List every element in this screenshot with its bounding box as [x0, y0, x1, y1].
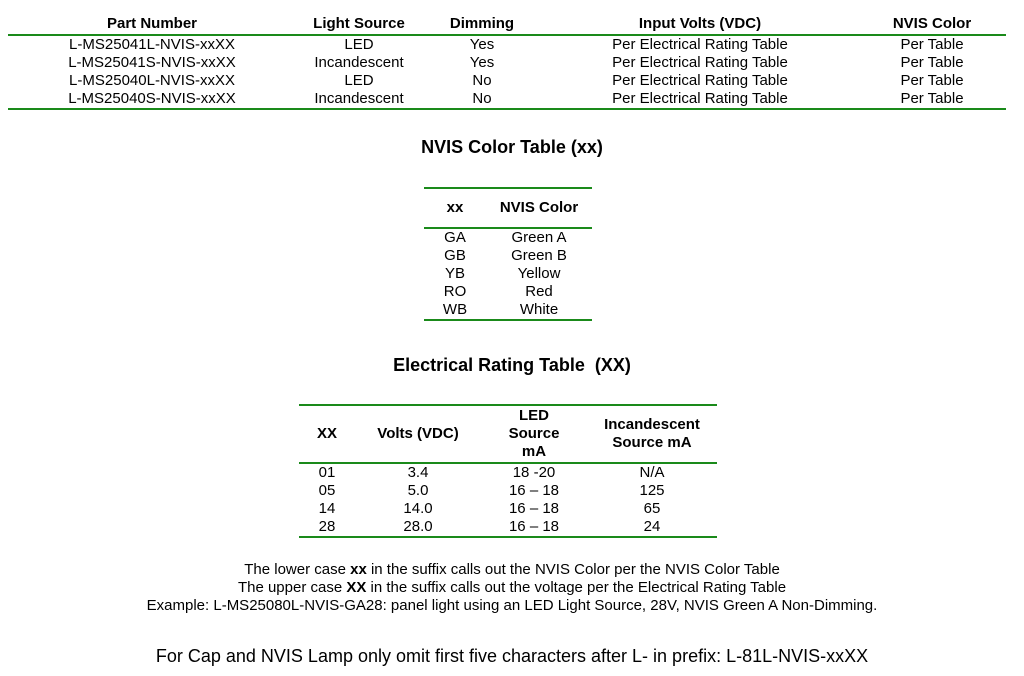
table-header-row — [424, 188, 592, 228]
cell-volts: 28.0 — [355, 518, 481, 537]
table-header-row — [299, 405, 717, 463]
table-row — [299, 463, 717, 482]
cell-incandescent-ma: N/A — [639, 464, 665, 481]
nvis-color-table — [424, 187, 592, 321]
cell-xx: 01 — [318, 464, 336, 481]
header-xx: xx — [424, 188, 486, 228]
table-row — [424, 283, 592, 301]
suffix-notes — [0, 561, 1024, 615]
cell-xx: 28 — [299, 518, 355, 537]
cell-incandescent-ma: 24 — [587, 518, 717, 537]
header-part-number: Part Number — [8, 14, 296, 35]
table-row — [424, 265, 592, 283]
cell-part-number: L-MS25040L-NVIS-xxXX — [69, 72, 235, 89]
cell-code: WB — [424, 301, 486, 320]
electrical-rating-table-title: Electrical Rating Table (XX) — [393, 355, 631, 375]
table-row — [424, 301, 592, 320]
cell-input-volts: Per Electrical Rating Table — [612, 72, 788, 89]
cell-led-ma: 16 – 18 — [508, 500, 560, 517]
cell-code: YB — [444, 265, 465, 282]
cell-nvis-color: Per Table — [900, 54, 964, 71]
header-nvis-color: NVIS Color — [486, 188, 592, 228]
cell-light-source: Incandescent — [314, 54, 404, 71]
note-text: The upper case — [237, 579, 347, 596]
cell-nvis-color: Per Table — [900, 36, 964, 53]
table-row — [299, 482, 717, 500]
table-row — [299, 500, 717, 518]
note-bold-code: XX — [346, 579, 367, 596]
nvis-color-table-title: NVIS Color Table (xx) — [421, 137, 603, 157]
note-example: Example: L-MS25080L-NVIS-GA28: panel light using an LED Light Source, 28V, NVIS Green A Non-Dimming. — [146, 597, 878, 614]
header-light-source: Light Source — [296, 14, 422, 35]
cell-dimming: Yes — [469, 54, 495, 71]
cell-color: Green A — [511, 229, 567, 246]
header-xx: XX — [299, 405, 355, 463]
cell-light-source: LED — [344, 72, 374, 89]
footer-note: For Cap and NVIS Lamp only omit first five characters after L- in prefix: L-81L-NVIS-xxXX — [155, 646, 869, 666]
cell-dimming: No — [472, 72, 492, 89]
header-led-source-ma: LED Source mA — [481, 405, 587, 463]
cell-incandescent-ma: 125 — [639, 482, 665, 499]
table-row — [424, 247, 592, 265]
table-row — [8, 90, 1006, 109]
cell-volts: 3.4 — [407, 464, 429, 481]
cell-part-number: L-MS25041L-NVIS-xxXX — [69, 36, 235, 53]
cell-led-ma: 16 – 18 — [481, 518, 587, 537]
cell-xx: 14 — [318, 500, 336, 517]
header-volts: Volts (VDC) — [355, 405, 481, 463]
cell-color: White — [486, 301, 592, 320]
note-bold-code: xx — [350, 561, 367, 578]
note-text: in the suffix calls out the NVIS Color per the NVIS Color Table — [366, 561, 780, 578]
note-lower-case — [0, 561, 1024, 579]
table-row — [299, 518, 717, 537]
table-row — [8, 35, 1006, 54]
cell-nvis-color: Per Table — [900, 72, 964, 89]
header-incandescent-source-ma: Incandescent Source mA — [587, 405, 717, 463]
cell-input-volts: Per Electrical Rating Table — [612, 54, 788, 71]
cell-light-source: LED — [344, 36, 374, 53]
table-row — [424, 228, 592, 247]
cell-volts: 14.0 — [403, 500, 433, 517]
note-text: in the suffix calls out the voltage per the Electrical Rating Table — [366, 579, 787, 596]
note-upper-case — [0, 579, 1024, 597]
table-row — [8, 54, 1006, 72]
table-row — [8, 72, 1006, 90]
cell-dimming: No — [422, 90, 542, 109]
cell-led-ma: 16 – 18 — [508, 482, 560, 499]
cell-color: Green B — [511, 247, 567, 264]
cell-color: Red — [525, 283, 553, 300]
cell-led-ma: 18 -20 — [512, 464, 556, 481]
cell-code: RO — [443, 283, 467, 300]
header-nvis-color: NVIS Color — [858, 14, 1006, 35]
part-number-table — [8, 14, 1006, 110]
cell-part-number: L-MS25041S-NVIS-xxXX — [68, 54, 236, 71]
header-dimming: Dimming — [422, 14, 542, 35]
cell-part-number: L-MS25040S-NVIS-xxXX — [8, 90, 296, 109]
table-header-row — [8, 14, 1006, 35]
electrical-rating-table — [299, 404, 717, 538]
note-text: The lower case — [244, 561, 351, 578]
cell-volts: 5.0 — [407, 482, 429, 499]
cell-color: Yellow — [517, 265, 561, 282]
cell-xx: 05 — [318, 482, 336, 499]
cell-code: GB — [444, 247, 466, 264]
cell-dimming: Yes — [469, 36, 495, 53]
cell-input-volts: Per Electrical Rating Table — [542, 90, 858, 109]
header-input-volts: Input Volts (VDC) — [542, 14, 858, 35]
cell-input-volts: Per Electrical Rating Table — [612, 36, 788, 53]
cell-nvis-color: Per Table — [858, 90, 1006, 109]
cell-incandescent-ma: 65 — [643, 500, 661, 517]
cell-code: GA — [444, 229, 466, 246]
cell-light-source: Incandescent — [296, 90, 422, 109]
